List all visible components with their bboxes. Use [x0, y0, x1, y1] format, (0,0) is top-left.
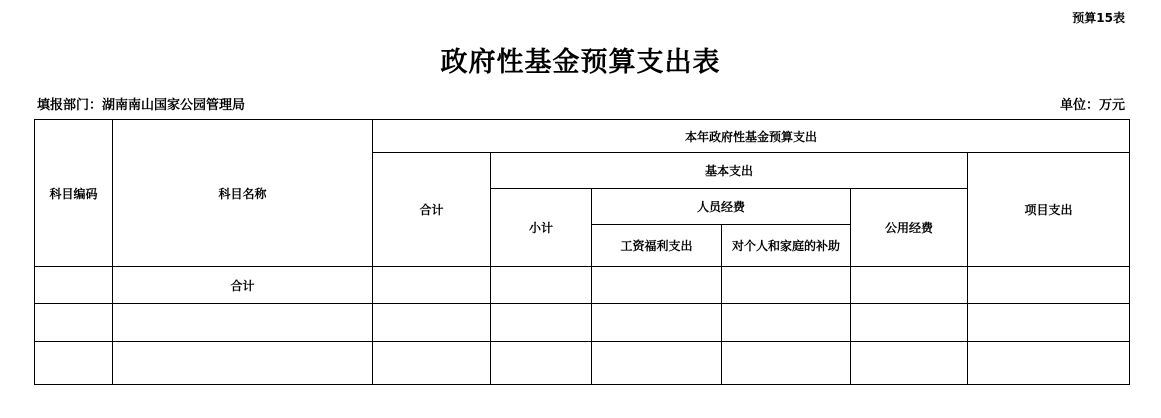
department-label: 填报部门：湖南南山国家公园管理局	[37, 98, 246, 113]
table-row	[35, 267, 1130, 304]
cell-subtotal	[491, 342, 592, 385]
cell-subtotal	[491, 267, 592, 304]
table-header	[35, 120, 1130, 267]
cell-total	[373, 267, 491, 304]
header-current-year: 本年政府性基金预算支出	[373, 120, 1130, 153]
cell-public	[851, 267, 968, 304]
cell-wages	[592, 304, 722, 342]
cell-code	[35, 342, 113, 385]
cell-subsidy	[722, 304, 851, 342]
header-subtotal: 小计	[491, 189, 592, 267]
cell-project	[968, 304, 1130, 342]
header-subject-code: 科目编码	[35, 120, 113, 267]
cell-project	[968, 342, 1130, 385]
page-title: 政府性基金预算支出表	[440, 47, 721, 78]
header-subject-name: 科目名称	[113, 120, 373, 267]
cell-name	[113, 342, 373, 385]
cell-public	[851, 304, 968, 342]
cell-name	[113, 304, 373, 342]
table-body	[35, 267, 1130, 385]
cell-code	[35, 267, 113, 304]
cell-subtotal	[491, 304, 592, 342]
cell-total	[373, 304, 491, 342]
cell-wages	[592, 342, 722, 385]
header-project-expenditure: 项目支出	[968, 153, 1130, 267]
unit-label: 单位：万元	[1059, 98, 1125, 113]
cell-subsidy	[722, 267, 851, 304]
header-personal-family-subsidy: 对个人和家庭的补助	[722, 225, 851, 267]
cell-subsidy	[722, 342, 851, 385]
cell-name: 合计	[113, 267, 373, 304]
header-total: 合计	[373, 153, 491, 267]
cell-code	[35, 304, 113, 342]
table-row	[35, 304, 1130, 342]
cell-project	[968, 267, 1130, 304]
table-row	[35, 342, 1130, 385]
form-number: 预算15表	[1072, 11, 1125, 25]
header-wages-welfare: 工资福利支出	[592, 225, 722, 267]
header-basic-expenditure: 基本支出	[491, 153, 968, 189]
header-personnel: 人员经费	[592, 189, 851, 225]
header-public-funds: 公用经费	[851, 189, 968, 267]
cell-wages	[592, 267, 722, 304]
cell-public	[851, 342, 968, 385]
budget-table	[34, 119, 1130, 385]
cell-total	[373, 342, 491, 385]
